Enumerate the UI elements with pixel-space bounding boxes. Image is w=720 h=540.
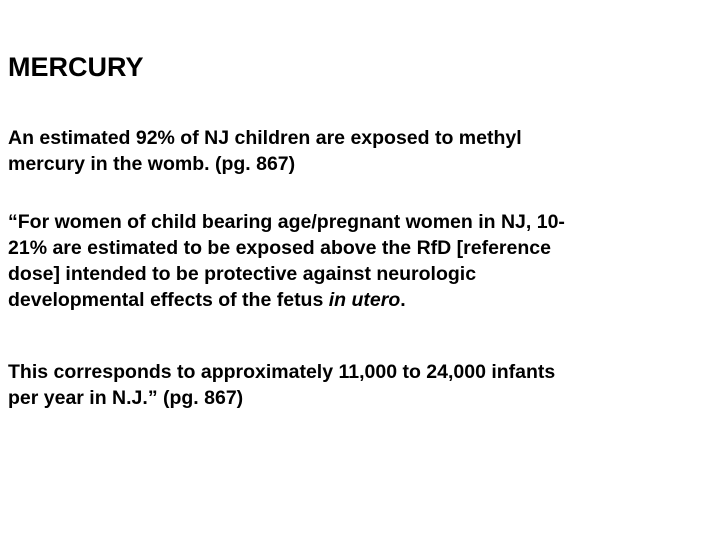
text-segment: developmental effects of the fetus (8, 289, 329, 311)
paragraph-line: dose] intended to be protective against neurologic (8, 263, 477, 285)
paragraph-line: per year in N.J.” (pg. 867) (8, 387, 244, 409)
paragraph-line: mercury in the womb. (pg. 867) (8, 153, 296, 175)
paragraph-line: “For women of child bearing age/pregnant women in NJ, 10- (8, 211, 565, 233)
slide-title: MERCURY (8, 52, 144, 82)
italic-term-in-utero: in utero (328, 289, 401, 311)
paragraph-quote-women-exposure (8, 209, 708, 313)
text-segment: . (400, 289, 406, 311)
paragraph-infants-count (8, 359, 708, 411)
paragraph-line: 21% are estimated to be exposed above the RfD [reference (8, 237, 551, 259)
paragraph-line: An estimated 92% of NJ children are exposed to methyl (8, 127, 522, 149)
paragraph-line: This corresponds to approximately 11,000 to 24,000 infants (8, 361, 556, 383)
paragraph-children-exposure (8, 125, 708, 177)
paragraph-line-last (8, 287, 708, 313)
